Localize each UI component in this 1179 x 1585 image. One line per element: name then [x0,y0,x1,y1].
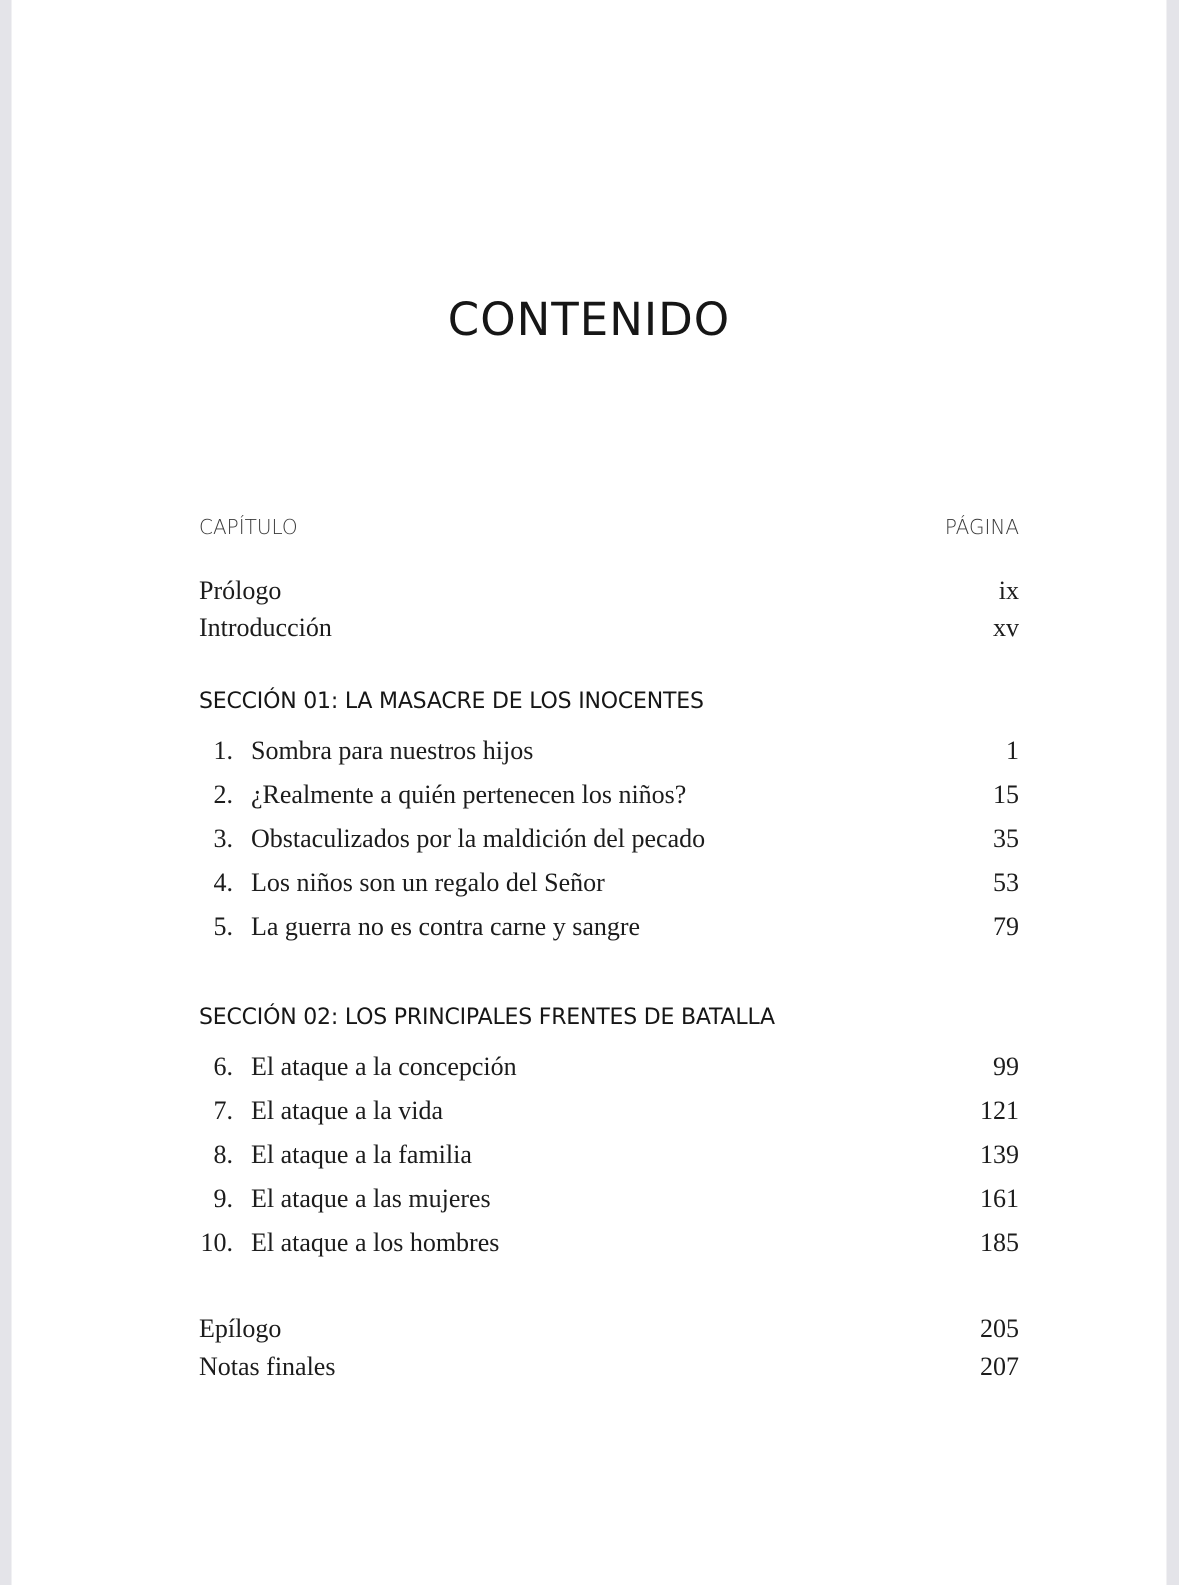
toc-entry-notas-finales[interactable] [199,1350,1019,1384]
chapter-page: 139 [980,1140,1019,1169]
chapter-number: 9. [213,1184,233,1213]
chapter-number: 3. [213,824,233,853]
chapter-number: 6. [213,1052,233,1081]
toc-chapter-3[interactable] [199,822,1019,856]
chapter-title: Obstaculizados por la maldición del pecado [251,824,706,853]
toc-entry-epilogo[interactable] [199,1312,1019,1346]
toc-entry-page: 205 [980,1314,1019,1343]
chapter-page: 79 [993,912,1019,941]
section-heading-01: SECCIÓN 01: LA MASACRE DE LOS INOCENTES [199,689,704,714]
toc-chapter-1[interactable] [199,734,1019,768]
chapter-page: 185 [980,1228,1019,1257]
chapter-page: 161 [980,1184,1019,1213]
chapter-title: Los niños son un regalo del Señor [251,868,605,897]
chapter-page: 121 [980,1096,1019,1125]
chapter-title: El ataque a los hombres [251,1228,500,1257]
chapter-number: 2. [213,780,233,809]
toc-chapter-6[interactable] [199,1050,1019,1084]
toc-entry-label: Epílogo [199,1314,282,1343]
chapter-number: 5. [213,912,233,941]
section-heading-02: SECCIÓN 02: LOS PRINCIPALES FRENTES DE BATALLA [199,1005,775,1030]
chapter-title: La guerra no es contra carne y sangre [251,912,641,941]
toc-chapter-9[interactable] [199,1182,1019,1216]
chapter-number: 1. [213,736,233,765]
toc-entry-page: xv [993,613,1019,642]
toc-chapter-5[interactable] [199,910,1019,944]
chapter-page: 53 [993,868,1019,897]
toc-entry-introduccion[interactable] [199,611,1019,645]
toc-entry-prologo[interactable] [199,574,1019,608]
chapter-number: 8. [213,1140,233,1169]
chapter-number: 10. [200,1228,233,1257]
chapter-page: 1 [1006,736,1019,765]
chapter-title: El ataque a la familia [251,1140,472,1169]
chapter-title: El ataque a las mujeres [251,1184,491,1213]
chapter-title: El ataque a la vida [251,1096,444,1125]
chapter-number: 4. [213,868,233,897]
toc-chapter-8[interactable] [199,1138,1019,1172]
chapter-title: Sombra para nuestros hijos [251,736,534,765]
toc-chapter-7[interactable] [199,1094,1019,1128]
column-header-page: PÁGINA [944,515,1019,539]
chapter-title: El ataque a la concepción [251,1052,517,1081]
chapter-page: 35 [993,824,1019,853]
page-title: CONTENIDO [447,293,731,346]
toc-chapter-2[interactable] [199,778,1019,812]
chapter-number: 7. [213,1096,233,1125]
chapter-page: 15 [993,780,1019,809]
toc-entry-page: 207 [980,1352,1019,1381]
chapter-title: ¿Realmente a quién pertenecen los niños? [251,780,687,809]
toc-entry-page: ix [998,576,1019,605]
toc-entry-label: Introducción [199,613,332,642]
column-header-chapter: CAPÍTULO [199,515,298,539]
chapter-page: 99 [993,1052,1019,1081]
toc-entry-label: Notas finales [199,1352,336,1381]
toc-chapter-4[interactable] [199,866,1019,900]
document-page [12,0,1166,1585]
toc-chapter-10[interactable] [199,1226,1019,1260]
toc-entry-label: Prólogo [199,576,282,605]
